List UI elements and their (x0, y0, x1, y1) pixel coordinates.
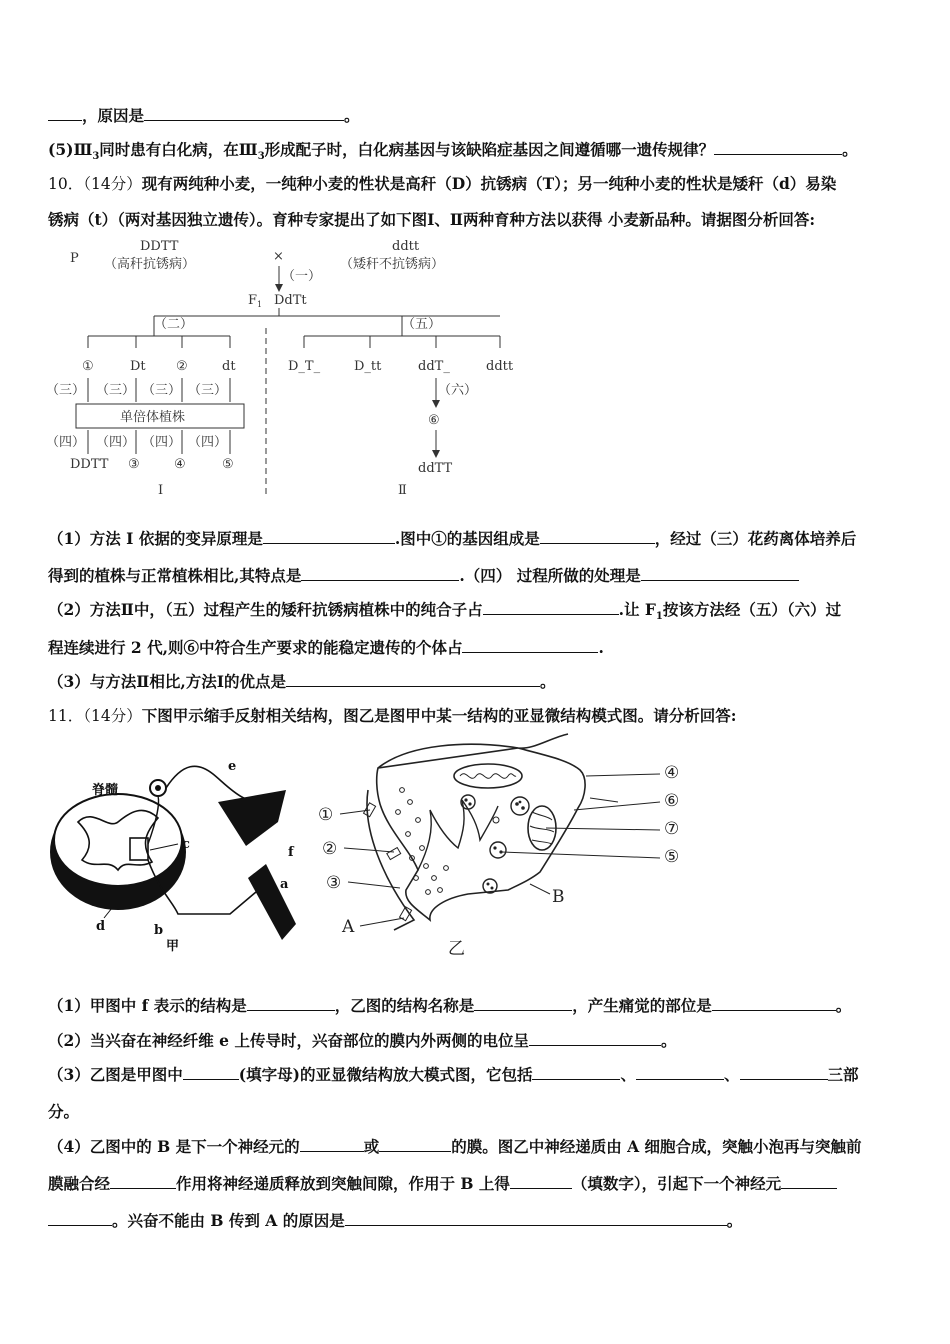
answer-blank[interactable] (740, 1065, 828, 1080)
q9-part5: $(5)Ⅲ_3$同时患有白化病，在$Ⅲ_3$形成配子时，白化病基因与该缺陷症基因之间遵循哪一遗传规律？ 。 (48, 140, 858, 163)
answer-blank[interactable] (48, 106, 82, 121)
step-4-label: （四） (188, 435, 228, 450)
q10-part3: （3）与方法Ⅱ相比,方法Ⅰ的优点是 。 (48, 672, 556, 691)
answer-blank[interactable] (712, 996, 836, 1011)
answer-blank[interactable] (462, 638, 598, 653)
q10-part2-line2: 程连续进行 2 代,则⑥中符合生产要求的能稳定遗传的个体占 . (48, 638, 604, 657)
method-I-label: Ⅰ (158, 483, 164, 498)
synaptic-vesicle (483, 879, 497, 893)
label-d: d (96, 919, 106, 934)
step-5-label: （五） (402, 317, 442, 332)
f1-genotype: DdTt (274, 293, 307, 308)
answer-blank[interactable] (286, 672, 540, 687)
q11-part4-line3: 。兴奋不能由 B 传到 A 的原因是 。 (48, 1209, 742, 1231)
muscle-effector-a (248, 864, 296, 940)
genotype-D_T_: D_T_ (288, 359, 321, 374)
parent1-genotype: DDTT (140, 239, 179, 254)
synapse-diagram (318, 730, 698, 962)
step-3-label: （三） (96, 383, 136, 398)
skin-receptor-f (218, 790, 286, 846)
label-4: ④ (664, 763, 680, 783)
label-2: ② (322, 839, 338, 859)
q11-part1: （1）甲图中 f 表示的结构是 ，乙图的结构名称是 ，产生痛觉的部位是 。 (48, 996, 852, 1015)
step-4-label: （四） (96, 435, 136, 450)
label-c: c (182, 837, 190, 852)
result-4: ④ (174, 457, 186, 472)
answer-blank[interactable] (48, 1211, 112, 1226)
parent2-phenotype: （矮秆不抗锈病） (340, 257, 445, 272)
genotype-ddtt: ddtt (486, 359, 514, 374)
q11-part3-line2: 分。 (48, 1102, 80, 1121)
cross-symbol: × (273, 249, 284, 264)
q10-part1-line2: 得到的植株与正常植株相比,其特点是 .（四） 过程所做的处理是 (48, 564, 799, 586)
step-4-label: （四） (46, 435, 86, 450)
answer-blank[interactable] (636, 1065, 724, 1080)
parent1-phenotype: （高秆抗锈病） (104, 257, 196, 272)
q11-stem: 11．（14分）下图甲示缩手反射相关结构，图乙是图甲中某一结构的亚显微结构模式图。请分析回答: (48, 706, 737, 725)
answer-blank[interactable] (641, 566, 799, 581)
answer-blank[interactable] (247, 996, 335, 1011)
step-3-label: （三） (142, 383, 182, 398)
reflex-arc-diagram (48, 752, 313, 962)
label-3: ③ (326, 873, 342, 893)
step-4-label: （四） (142, 435, 182, 450)
haploid-box-label: 单倍体植株 (120, 410, 186, 425)
question-number: 11． (48, 707, 84, 725)
answer-blank[interactable] (110, 1174, 176, 1189)
answer-blank[interactable] (532, 1065, 620, 1080)
answer-blank[interactable] (183, 1065, 239, 1080)
label-5: ⑤ (664, 847, 680, 867)
neurotransmitter-dots (396, 788, 449, 895)
answer-blank[interactable] (300, 1137, 364, 1152)
parent2-genotype: ddtt (392, 239, 420, 254)
circle-6: ⑥ (428, 413, 440, 428)
answer-blank[interactable] (781, 1174, 837, 1189)
answer-blank[interactable] (714, 140, 842, 155)
q10-stem-line1: 10．（14分）现有两纯种小麦，一纯种小麦的性状是高秆（D）抗锈病（T）；另一纯种小麦的性状是矮秆（d）易染 (48, 174, 837, 193)
q11-part4-line2: 膜融合经 作用将神经递质释放到突触间隙，作用于 B 上得 （填数字），引起下一个神经元 (48, 1172, 837, 1194)
breeding-diagram (40, 232, 540, 502)
step-3-label: （三） (188, 383, 228, 398)
answer-blank[interactable] (510, 1174, 572, 1189)
answer-blank[interactable] (529, 1031, 661, 1046)
gamete-2: ② (176, 359, 188, 374)
step-3-label: （三） (46, 383, 86, 398)
answer-blank[interactable] (345, 1211, 727, 1226)
q11-part2: （2）当兴奋在神经纤维 e 上传导时，兴奋部位的膜内外两侧的电位呈 。 (48, 1031, 677, 1050)
step-2-label: （二） (154, 317, 194, 332)
label-1: ① (318, 805, 334, 825)
synaptic-vesicle (490, 842, 506, 858)
caption-jia: 甲 (166, 939, 180, 954)
label-b: b (154, 923, 164, 938)
label-f: f (288, 845, 294, 860)
p-label: P (70, 251, 79, 266)
q10-stem-line2: 锈病（t）（两对基因独立遗传）。育种专家提出了如下图Ⅰ、Ⅱ两种育种方法以获得 小麦新品种。请据图分析回答: (48, 210, 816, 229)
q11-part3-line1: （3）乙图是甲图中 (填字母)的亚显微结构放大模式图，它包括 、 、 三部 (48, 1065, 859, 1084)
step-6-label: （六） (438, 383, 478, 398)
caption-yi: 乙 (448, 939, 465, 959)
step-1-label: （一） (282, 269, 322, 284)
q9-reason-line: ，原因是 。 (48, 104, 360, 126)
label-6: ⑥ (664, 791, 680, 811)
question-number: 10． (48, 175, 84, 193)
receptor (387, 848, 401, 860)
label-B: B (552, 887, 565, 907)
f1-label: $F_1$ (248, 293, 263, 309)
label-7: ⑦ (664, 819, 680, 839)
label-a: a (280, 877, 289, 892)
method-II-label: Ⅱ (398, 483, 407, 498)
gamete-dt: dt (222, 359, 236, 374)
q10-part1-line1: （1）方法 I 依据的变异原理是 .图中①的基因组成是 ，经过（三）花药离体培养后 (48, 529, 857, 548)
answer-blank[interactable] (540, 529, 655, 544)
gamete-Dt: Dt (130, 359, 146, 374)
question-score: （14分） (83, 175, 142, 193)
answer-blank[interactable] (474, 996, 572, 1011)
genotype-ddT_: ddT_ (418, 359, 450, 374)
genotype-D_tt: D_tt (354, 359, 382, 374)
answer-blank[interactable] (263, 529, 395, 544)
question-score: （14分） (83, 707, 142, 725)
final-ddTT: ddTT (418, 461, 453, 476)
answer-blank[interactable] (144, 106, 344, 121)
answer-blank[interactable] (301, 566, 459, 581)
q11-part4-line1: （4）乙图中的 B 是下一个神经元的 或 的膜。图乙中神经递质由 A 细胞合成，突触小泡再与突触前 (48, 1137, 862, 1156)
answer-blank[interactable] (379, 1137, 451, 1152)
result-3: ③ (128, 457, 140, 472)
label-e: e (228, 759, 237, 774)
synaptic-vesicle (511, 797, 529, 815)
label-A: A (342, 917, 355, 937)
result-5: ⑤ (222, 457, 234, 472)
result-DDTT: DDTT (70, 457, 109, 472)
spinal-cord-label: 脊髓 (92, 783, 119, 798)
mitochondrion (454, 764, 522, 788)
answer-blank[interactable] (483, 600, 619, 615)
gamete-1: ① (82, 359, 94, 374)
q10-part2-line1: （2）方法Ⅱ中，（五）过程产生的矮秆抗锈病植株中的纯合子占 .让 $F_1$按该方法经（五）（六）过 (48, 600, 842, 623)
